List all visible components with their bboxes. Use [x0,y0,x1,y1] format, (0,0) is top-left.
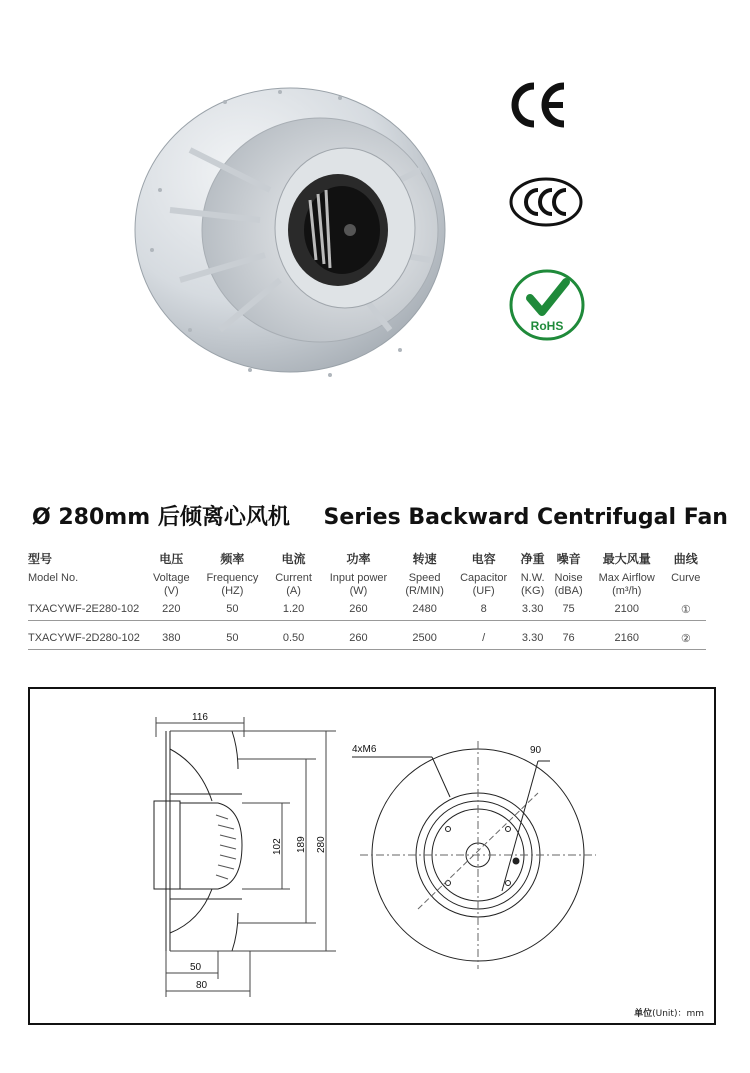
unit-label-zh: 单位 [634,1009,653,1019]
table-row [28,598,706,621]
header-en-label: Voltage [152,572,190,584]
header-en-unit: (W) [349,585,368,597]
header-en-unit: (dBA) [554,585,583,597]
title-diameter: Ø 280mm [32,505,151,530]
product-photo [130,80,460,390]
dim-50: 50 [190,962,202,973]
dim-280: 280 [316,836,327,853]
cell-frequency: 50 [197,621,269,650]
cell-speed: 2480 [398,598,451,621]
header-zh: 噪音 [556,552,581,566]
header-row-zh [28,553,706,572]
cell-current: 1.20 [268,598,319,621]
header-en [588,572,666,598]
spec-table [28,553,706,650]
unit-label-rest: (Unit)：mm [652,1009,704,1019]
dim-102: 102 [272,838,283,855]
dimension-drawing [30,689,714,1023]
header-en-unit: (R/MIN) [405,585,444,597]
header-zh: 电容 [471,552,496,566]
cell-voltage: 220 [146,598,197,621]
header-en [666,572,707,598]
ccc-mark-icon [508,176,584,228]
header-en-label: Model No. [28,572,79,584]
header-en [197,572,269,598]
front-view [352,741,596,969]
header-en [451,572,516,598]
header-en [319,572,398,598]
rohs-mark-icon [508,268,586,342]
header-en-unit: (m³/h) [612,585,642,597]
header-en-label: Input power [329,572,388,584]
ce-mark-icon [508,80,570,130]
header-zh: 频率 [220,552,245,566]
dim-116: 116 [192,712,208,723]
header-en [28,572,146,598]
header-en-label: Frequency [206,572,259,584]
dim-189: 189 [296,836,307,853]
side-dimensions [156,717,336,997]
cell-frequency: 50 [197,598,269,621]
cell-model: TXACYWF-2D280-102 [28,621,146,650]
cell-airflow: 2100 [588,598,666,621]
header-row-en [28,572,706,598]
dim-holes: 4xM6 [352,744,377,755]
product-title [32,500,732,531]
header-en-unit: (A) [286,585,301,597]
cell-speed: 2500 [398,621,451,650]
cell-curve: ① [666,598,707,621]
header-en [549,572,588,598]
title-zh: 后倾离心风机 [157,505,290,530]
header-en [516,572,549,598]
cell-current: 0.50 [268,621,319,650]
header-en [398,572,451,598]
cell-weight: 3.30 [516,598,549,621]
cell-voltage: 380 [146,621,197,650]
header-zh: 曲线 [673,552,698,566]
technical-drawing [28,687,716,1025]
cell-airflow: 2160 [588,621,666,650]
header-en-label: N.W. [520,572,545,584]
side-view [154,731,242,951]
header-zh: 型号 [28,552,53,566]
header-en-label: Noise [554,572,583,584]
cell-power: 260 [319,598,398,621]
header-en-label: Max Airflow [598,572,655,584]
fan-illustration [130,80,460,390]
cell-curve: ② [666,621,707,650]
svg-text:RoHS: RoHS [530,319,564,333]
cell-noise: 76 [549,621,588,650]
header-en [268,572,319,598]
unit-note [634,1006,704,1019]
dim-80: 80 [196,980,208,991]
header-en-label: Curve [671,572,701,584]
cell-capacitor: 8 [451,598,516,621]
cell-model: TXACYWF-2E280-102 [28,598,146,621]
header-en [146,572,197,598]
dim-angle: 90 [530,745,542,756]
cell-weight: 3.30 [516,621,549,650]
cell-power: 260 [319,621,398,650]
cell-capacitor: / [451,621,516,650]
header-zh: 电压 [159,552,184,566]
header-zh: 电流 [281,552,306,566]
header-en-unit: (UF) [472,585,495,597]
header-zh: 最大风量 [602,552,651,566]
header-zh: 功率 [346,552,371,566]
header-en-label: Capacitor [460,572,508,584]
header-zh: 转速 [412,552,437,566]
title-en: Series Backward Centrifugal Fan [323,505,728,530]
header-en-label: Speed [408,572,441,584]
table-row [28,621,706,650]
header-en-unit: (V) [163,585,179,597]
header-en-unit: (HZ) [221,585,244,597]
header-en-unit: (KG) [521,585,545,597]
header-en-label: Current [275,572,312,584]
header-zh: 净重 [520,552,545,566]
cell-noise: 75 [549,598,588,621]
